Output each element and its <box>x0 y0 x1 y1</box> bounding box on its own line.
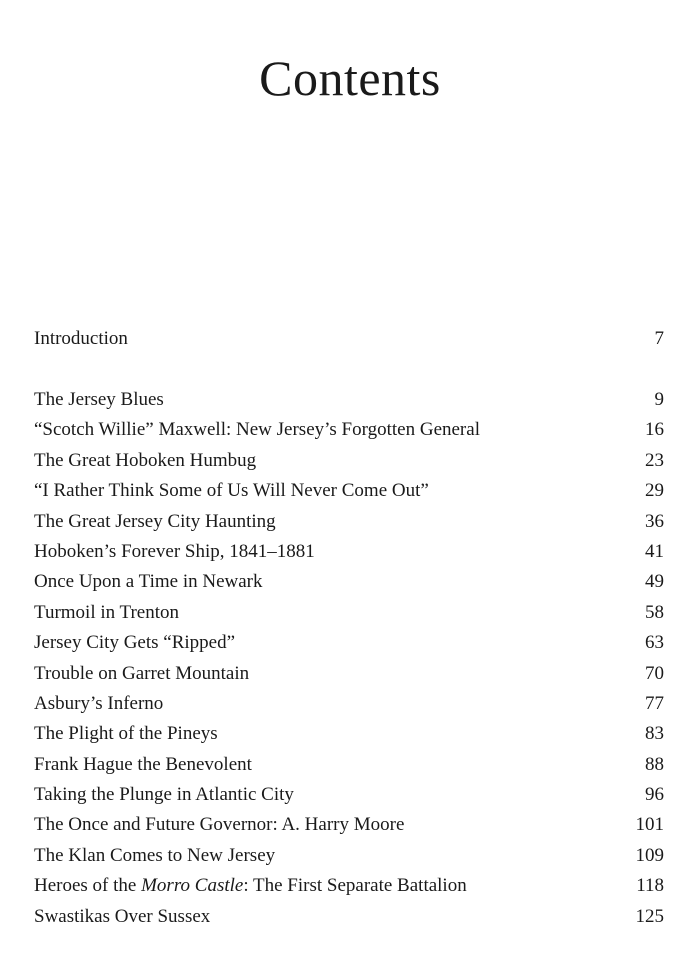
toc-entry-page-number: 16 <box>645 419 664 441</box>
toc-entry-page-number: 101 <box>635 814 664 836</box>
toc-entry-page-number: 96 <box>645 784 664 806</box>
toc-entry-page-number: 29 <box>645 480 664 502</box>
toc-entry[interactable] <box>34 628 664 658</box>
toc-entry-page-number: 58 <box>645 601 664 623</box>
toc-entry-title: Once Upon a Time in Newark <box>34 571 263 593</box>
toc-entry[interactable] <box>34 446 664 476</box>
toc-entry-title-part: : The First Separate Battalion <box>243 875 467 897</box>
toc-entry-page-number: 9 <box>654 388 664 410</box>
toc-entry-page-number: 41 <box>645 540 664 562</box>
toc-entry-page-number: 7 <box>654 328 664 349</box>
toc-entry-title-part: Heroes of the <box>34 875 142 897</box>
toc-entry[interactable] <box>34 385 664 415</box>
toc-entry-page-number: 83 <box>645 723 664 745</box>
toc-entry-page-number: 36 <box>645 510 664 532</box>
toc-entry[interactable] <box>34 415 664 445</box>
toc-entry-title: Introduction <box>34 328 128 349</box>
toc-entry[interactable] <box>34 750 664 780</box>
toc-entry-title <box>34 871 467 901</box>
toc-entry-title: Swastikas Over Sussex <box>34 905 211 927</box>
toc-entry[interactable] <box>34 567 664 597</box>
toc-entry[interactable] <box>34 780 664 810</box>
toc-entry[interactable] <box>34 871 664 901</box>
toc-entry-title: Frank Hague the Benevolent <box>34 753 252 775</box>
toc-entry[interactable] <box>34 476 664 506</box>
toc-entry-title: The Jersey Blues <box>34 388 164 410</box>
toc-entry-title: “Scotch Willie” Maxwell: New Jersey’s Forgotten General <box>34 419 480 441</box>
toc-entry-page-number: 118 <box>636 875 664 897</box>
toc-entry-title: The Plight of the Pineys <box>34 723 218 745</box>
toc-entry[interactable] <box>34 810 664 840</box>
toc-entry-title: Turmoil in Trenton <box>34 601 180 623</box>
toc-entry-title: Taking the Plunge in Atlantic City <box>34 784 294 806</box>
toc-entry-title: The Great Hoboken Humbug <box>34 449 257 471</box>
toc-entry-title: Hoboken’s Forever Ship, 1841–1881 <box>34 540 315 562</box>
table-of-contents <box>34 324 664 932</box>
toc-entry[interactable] <box>34 598 664 628</box>
toc-entry-title: The Once and Future Governor: A. Harry Moore <box>34 814 405 836</box>
toc-entry-title-ship-name: Morro Castle <box>141 875 244 897</box>
toc-entry[interactable] <box>34 841 664 871</box>
toc-entry-introduction[interactable] <box>34 324 664 354</box>
toc-entry[interactable] <box>34 507 664 537</box>
toc-entry-page-number: 109 <box>635 844 664 866</box>
toc-entry[interactable] <box>34 902 664 932</box>
toc-entry-page-number: 88 <box>645 753 664 775</box>
toc-entry[interactable] <box>34 537 664 567</box>
toc-entry-title: The Great Jersey City Haunting <box>34 510 276 532</box>
toc-entry-title: Asbury’s Inferno <box>34 692 164 714</box>
toc-entry-title: The Klan Comes to New Jersey <box>34 844 276 866</box>
page-title: Contents <box>259 50 441 106</box>
toc-entry-page-number: 70 <box>645 662 664 684</box>
toc-entry-page-number: 77 <box>645 692 664 714</box>
toc-entry[interactable] <box>34 659 664 689</box>
toc-entry-page-number: 63 <box>645 632 664 654</box>
toc-entry[interactable] <box>34 719 664 749</box>
toc-entry-title: Jersey City Gets “Ripped” <box>34 632 236 654</box>
toc-entry-page-number: 125 <box>635 905 664 927</box>
toc-entry-page-number: 23 <box>645 449 664 471</box>
toc-entry-title: “I Rather Think Some of Us Will Never Come Out” <box>34 480 429 502</box>
toc-entry-page-number: 49 <box>645 571 664 593</box>
toc-entry[interactable] <box>34 689 664 719</box>
toc-entry-title: Trouble on Garret Mountain <box>34 662 250 684</box>
